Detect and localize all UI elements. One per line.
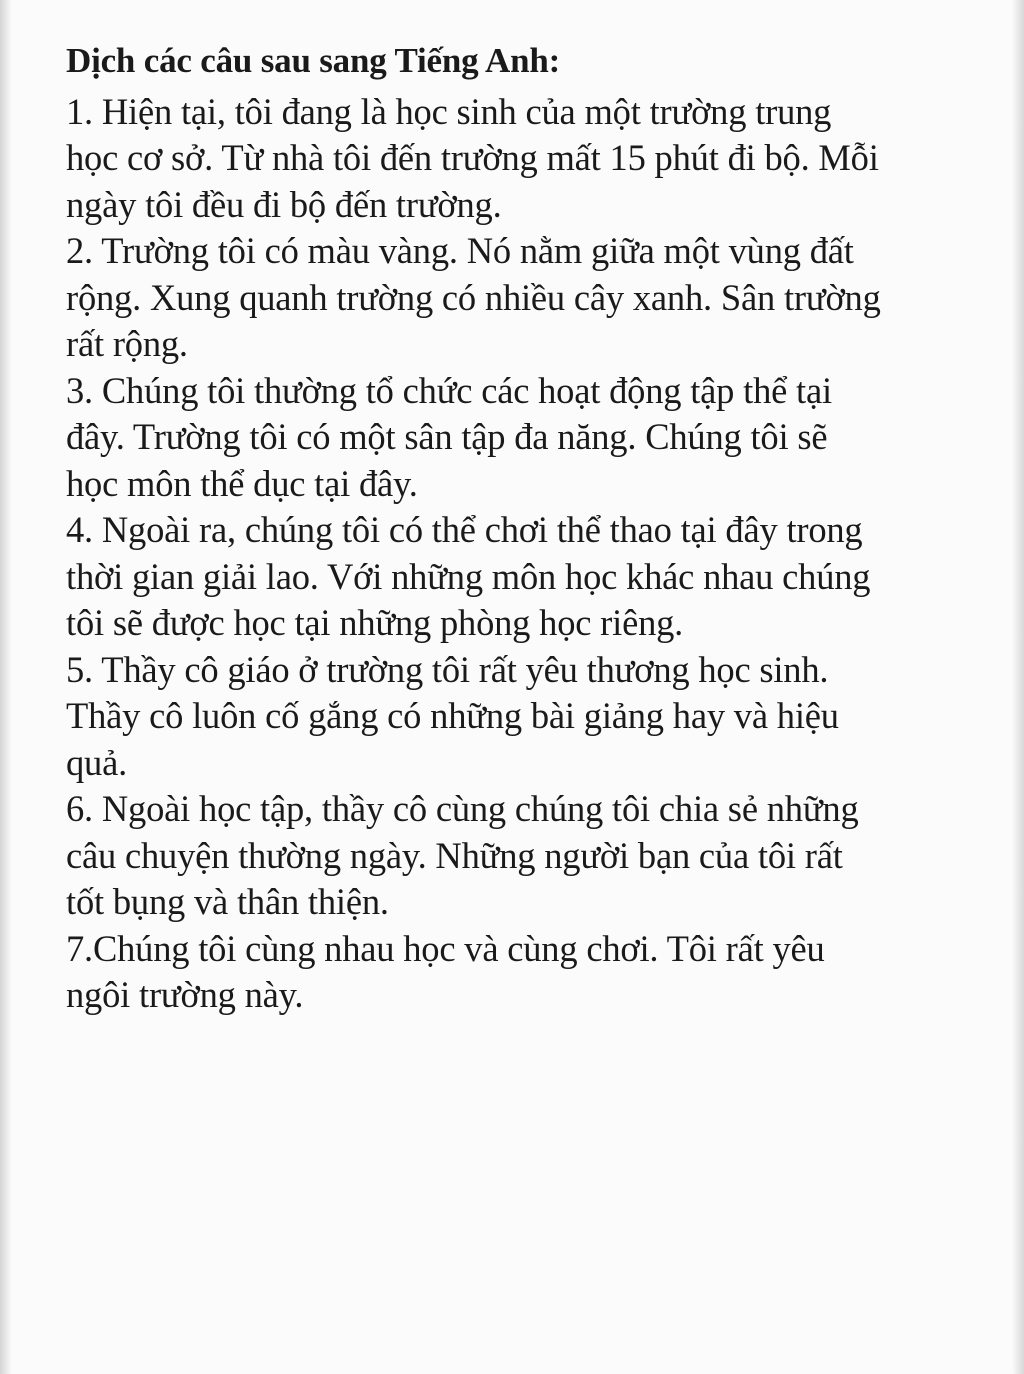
sentence-3 (66, 368, 1006, 508)
sentence-6 (66, 786, 1006, 926)
text-line: học cơ sở. Từ nhà tôi đến trường mất 15 phút đi bộ. Mỗi (66, 137, 879, 178)
sentence-2 (66, 228, 1006, 368)
text-line: 3. Chúng tôi thường tổ chức các hoạt động tập thể tại (66, 369, 832, 411)
text-line: ngôi trường này. (66, 974, 304, 1015)
text-line: ngày tôi đều đi bộ đến trường. (66, 183, 502, 225)
text-line: 1. Hiện tại, tôi đang là học sinh của một trường trung (66, 90, 832, 132)
text-line: rộng. Xung quanh trường có nhiều cây xanh. Sân trường (66, 276, 881, 318)
sentence-5 (66, 647, 1006, 787)
exercise-document (66, 38, 1006, 1019)
text-line: tôi sẽ được học tại những phòng học riêng. (66, 602, 684, 643)
text-line: đây. Trường tôi có một sân tập đa năng. Chúng tôi sẽ (66, 416, 828, 457)
text-line: rất rộng. (66, 323, 188, 364)
sentence-1 (66, 89, 1006, 229)
text-line: quả. (66, 741, 128, 783)
text-line: tốt bụng và thân thiện. (66, 881, 389, 922)
sentence-7 (66, 926, 1006, 1019)
text-line: thời gian giải lao. Với những môn học khác nhau chúng (66, 555, 871, 597)
text-line: 5. Thầy cô giáo ở trường tôi rất yêu thương học sinh. (66, 648, 829, 690)
exercise-title: Dịch các câu sau sang Tiếng Anh: (66, 41, 561, 80)
text-line: Thầy cô luôn cố gắng có những bài giảng hay và hiệu (66, 695, 839, 736)
text-line: 4. Ngoài ra, chúng tôi có thể chơi thể thao tại đây trong (66, 509, 863, 550)
text-line: 2. Trường tôi có màu vàng. Nó nằm giữa một vùng đất (66, 230, 854, 271)
text-line: học môn thể dục tại đây. (66, 462, 418, 504)
sentence-4 (66, 507, 1006, 647)
text-line: 7.Chúng tôi cùng nhau học và cùng chơi. Tôi rất yêu (66, 927, 825, 969)
text-line: câu chuyện thường ngày. Những người bạn của tôi rất (66, 834, 843, 876)
text-line: 6. Ngoài học tập, thầy cô cùng chúng tôi chia sẻ những (66, 788, 859, 829)
